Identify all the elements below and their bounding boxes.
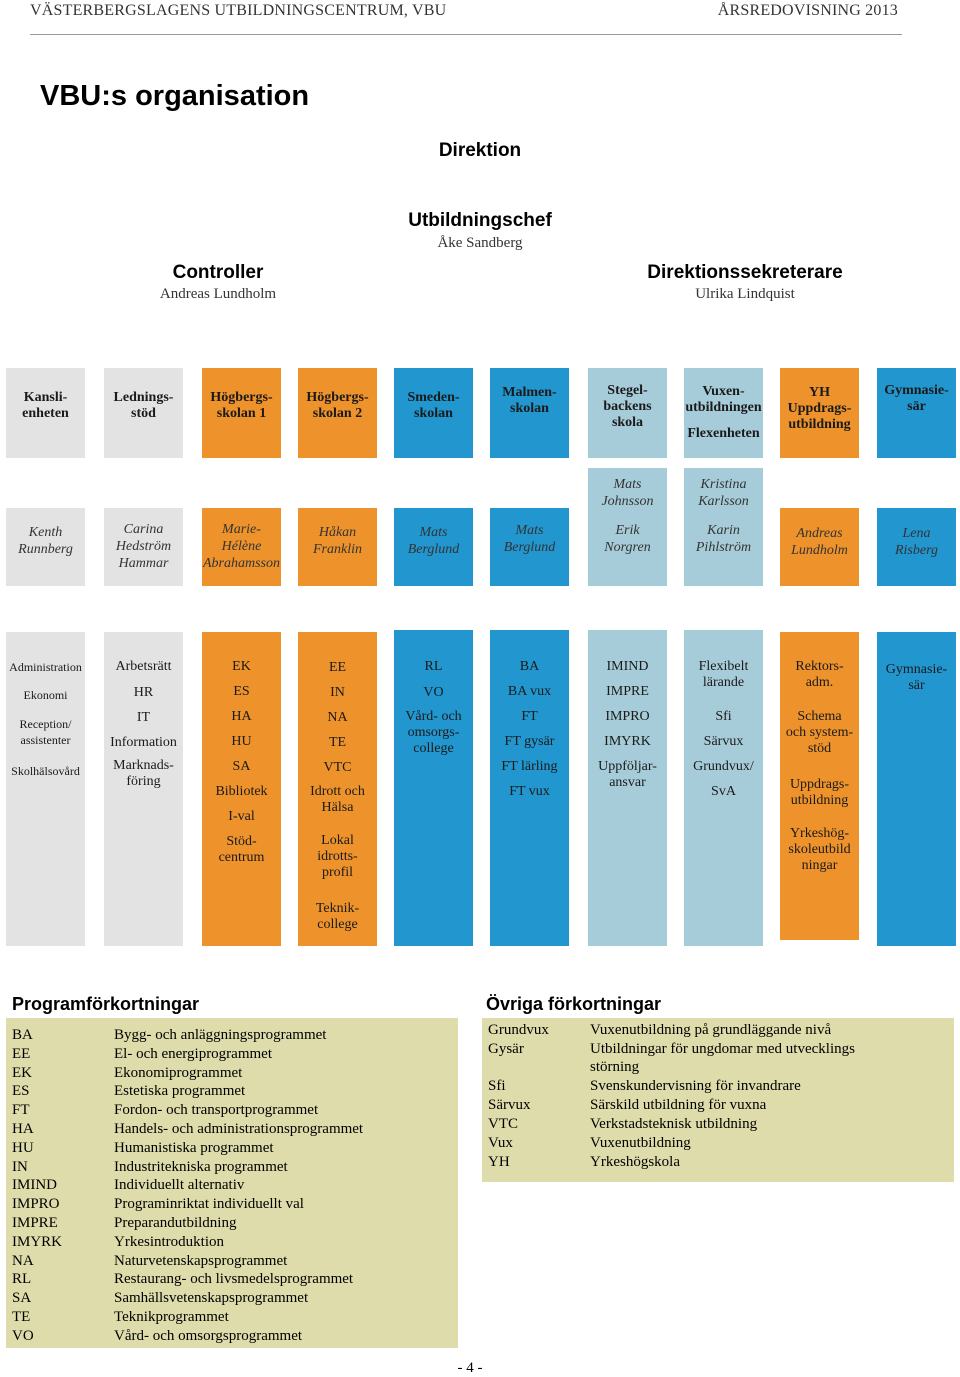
legend-description: Naturvetenskapsprogrammet xyxy=(114,1252,288,1269)
legend-abbr: Sfi xyxy=(488,1078,506,1095)
program-item: Skolhälsovård xyxy=(11,764,80,778)
person-box-6 xyxy=(588,468,667,586)
legend-description: Vuxenutbildning xyxy=(590,1134,691,1151)
program-item: Marknads- föring xyxy=(113,758,174,789)
legend-description: Svenskundervisning för invandrare xyxy=(590,1078,801,1095)
program-legend xyxy=(6,1018,458,1348)
program-item: EE xyxy=(328,660,347,675)
person-box-8 xyxy=(780,508,859,586)
programs-box-1 xyxy=(104,632,183,946)
program-item: IT xyxy=(136,710,151,725)
program-item: HA xyxy=(231,709,252,724)
program-item: TE xyxy=(328,735,347,750)
programs-box-0 xyxy=(6,632,85,946)
program-item: Flexibelt lärande xyxy=(698,659,749,690)
program-item: Uppföljar- ansvar xyxy=(598,759,657,790)
program-item: IMPRE xyxy=(606,684,649,699)
program-item: Sfi xyxy=(715,709,732,724)
unit-box-2 xyxy=(202,368,281,458)
person-box-4 xyxy=(394,508,473,586)
program-item: Gymnasie- sär xyxy=(885,662,948,693)
unit-label: YH Uppdrags- utbildning xyxy=(787,385,852,432)
program-item: HR xyxy=(133,685,154,700)
direktionssekreterare-title: Direktionssekreterare xyxy=(647,262,843,283)
unit-box-9 xyxy=(877,368,956,458)
unit-box-6 xyxy=(588,368,667,458)
legend-abbr: Gysär xyxy=(488,1040,524,1057)
program-item: VO xyxy=(423,685,444,700)
unit-manager-name: Kenth Runnberg xyxy=(18,525,73,557)
unit-box-5 xyxy=(490,368,569,458)
unit-box-8 xyxy=(780,368,859,458)
person-box-7 xyxy=(684,468,763,586)
program-legend-title: Programförkortningar xyxy=(12,994,200,1014)
legend-description: Humanistiska programmet xyxy=(114,1139,274,1156)
unit-deputy-name: Mats Johnsson xyxy=(601,477,654,509)
program-item: BA xyxy=(519,659,540,674)
unit-box-0 xyxy=(6,368,85,458)
legend-description: Verkstadsteknisk utbildning xyxy=(590,1116,758,1132)
program-item: I-val xyxy=(228,809,255,824)
person-box-9 xyxy=(877,508,956,586)
legend-abbr: FT xyxy=(12,1102,30,1119)
unit-deputy-name: Kristina Karlsson xyxy=(698,477,749,509)
other-legend xyxy=(482,1018,954,1182)
unit-label: Malmen- skolan xyxy=(502,385,557,416)
legend-abbr: YH xyxy=(488,1153,510,1170)
program-item: IN xyxy=(330,685,345,700)
unit-manager-name: Erik Norgren xyxy=(604,523,651,555)
unit-label: Smeden- skolan xyxy=(407,390,460,421)
legend-abbr: VTC xyxy=(488,1116,518,1132)
legend-description: Bygg- och anläggningsprogrammet xyxy=(114,1027,327,1043)
controller-title: Controller xyxy=(172,262,264,283)
program-item: Administration xyxy=(9,660,82,674)
legend-abbr: HU xyxy=(12,1139,34,1156)
programs-box-6 xyxy=(588,630,667,946)
page-number: - 4 - xyxy=(457,1360,483,1376)
legend-abbr: Särvux xyxy=(488,1097,531,1114)
program-item: Bibliotek xyxy=(215,784,268,799)
program-item: Uppdrags- utbildning xyxy=(789,777,850,808)
unit-box-4 xyxy=(394,368,473,458)
program-item: Teknik- college xyxy=(315,901,360,932)
program-item: Särvux xyxy=(703,734,744,749)
unit-manager-name: Andreas Lundholm xyxy=(791,526,848,558)
legend-description: Preparandutbildning xyxy=(114,1215,237,1231)
utbildningschef-title: Utbildningschef xyxy=(408,210,552,231)
legend-description: El- och energiprogrammet xyxy=(114,1045,272,1062)
program-item: EK xyxy=(232,659,251,674)
legend-abbr: EE xyxy=(12,1045,31,1062)
unit-box-7 xyxy=(684,368,763,458)
legend-description: Vård- och omsorgsprogrammet xyxy=(114,1327,303,1344)
legend-abbr: IMPRO xyxy=(12,1196,60,1213)
legend-abbr: IN xyxy=(12,1158,28,1175)
legend-description: Handels- och administrationsprogrammet xyxy=(114,1121,364,1137)
program-item: IMYRK xyxy=(604,734,651,749)
legend-abbr: HA xyxy=(12,1121,34,1137)
legend-description: Programinriktat individuellt val xyxy=(114,1196,304,1213)
other-legend-title: Övriga förkortningar xyxy=(486,994,662,1014)
program-item: ES xyxy=(233,684,250,699)
utbildningschef-name: Åke Sandberg xyxy=(437,235,523,251)
programs-box-7 xyxy=(684,630,763,946)
programs-box-9 xyxy=(877,632,956,946)
program-item: FT vux xyxy=(509,784,550,799)
program-item: FT xyxy=(521,709,538,724)
unit-label: Kansli- enheten xyxy=(22,390,69,421)
unit-manager-name: Karin Pihlström xyxy=(695,523,752,555)
header-left: VÄSTERBERGSLAGENS UTBILDNINGSCENTRUM, VBU xyxy=(30,2,447,19)
program-item: Yrkeshög- skoleutbild ningar xyxy=(788,826,851,873)
program-item: HU xyxy=(231,734,252,749)
program-item: Vård- och omsorgs- college xyxy=(405,709,462,756)
direktionssekreterare-name: Ulrika Lindquist xyxy=(695,286,795,302)
unit-manager-name: Håkan Franklin xyxy=(313,525,362,557)
page-title: VBU:s organisation xyxy=(40,80,310,112)
programs-box-5 xyxy=(490,630,569,946)
legend-abbr: Grundvux xyxy=(488,1022,549,1038)
controller-name: Andreas Lundholm xyxy=(159,286,277,302)
program-item: Information xyxy=(110,735,177,750)
unit-label: Högbergs- skolan 2 xyxy=(306,390,369,421)
program-item: Stöd- centrum xyxy=(218,834,265,865)
legend-abbr: Vux xyxy=(488,1134,513,1151)
unit-manager-name: Mats Berglund xyxy=(503,523,556,555)
legend-abbr: IMPRE xyxy=(12,1215,58,1231)
legend-description: Yrkeshögskola xyxy=(590,1153,680,1170)
program-item: Lokal idrotts- profil xyxy=(317,833,358,880)
program-item: NA xyxy=(327,710,348,725)
program-item: FT lärling xyxy=(501,759,558,774)
person-box-0 xyxy=(6,508,85,586)
programs-box-4 xyxy=(394,630,473,946)
legend-description: Teknikprogrammet xyxy=(114,1309,229,1325)
programs-box-8 xyxy=(780,632,859,940)
unit-manager-name: Mats Berglund xyxy=(407,525,460,557)
unit-manager-name: Carina Hedström Hammar xyxy=(115,522,172,571)
legend-abbr: RL xyxy=(12,1271,32,1288)
unit-manager-name: Lena Risberg xyxy=(894,526,939,558)
program-item: SvA xyxy=(711,784,736,799)
legend-abbr: ES xyxy=(12,1083,30,1100)
header-right: ÅRSREDOVISNING 2013 xyxy=(717,2,898,19)
program-item: SA xyxy=(232,759,251,774)
legend-abbr: BA xyxy=(12,1027,33,1043)
program-item: Grundvux/ xyxy=(693,759,754,774)
legend-description: Särskild utbildning för vuxna xyxy=(590,1097,767,1114)
program-item: FT gysär xyxy=(504,734,555,749)
program-item: Schema och system- stöd xyxy=(785,709,854,756)
person-box-2 xyxy=(202,508,281,586)
header-divider xyxy=(30,34,902,35)
person-box-1 xyxy=(104,508,183,586)
unit-label: Gymnasie- sär xyxy=(884,383,949,414)
legend-description: Ekonomiprogrammet xyxy=(114,1064,243,1081)
legend-abbr: SA xyxy=(12,1290,32,1307)
legend-description: Industritekniska programmet xyxy=(114,1158,288,1175)
unit-label: Lednings- stöd xyxy=(113,390,174,421)
legend-description: Utbildningar för ungdomar med utvecklings störning xyxy=(590,1040,855,1075)
program-item: Rektors- adm. xyxy=(795,659,844,690)
legend-abbr: NA xyxy=(12,1252,34,1269)
program-item: Idrott och Hälsa xyxy=(310,784,365,815)
unit-label: Högbergs- skolan 1 xyxy=(210,390,273,421)
legend-description: Yrkesintroduktion xyxy=(114,1233,224,1250)
person-box-3 xyxy=(298,508,377,586)
programs-box-3 xyxy=(298,632,377,946)
program-item: Ekonomi xyxy=(23,688,68,702)
direktion-label: Direktion xyxy=(438,140,522,161)
unit-label: Vuxen- utbildningen xyxy=(685,384,762,415)
program-item: BA vux xyxy=(507,684,552,699)
program-item: RL xyxy=(424,659,443,674)
legend-abbr: VO xyxy=(12,1327,34,1344)
legend-abbr: TE xyxy=(12,1309,31,1325)
program-item: VTC xyxy=(323,760,352,775)
legend-description: Estetiska programmet xyxy=(114,1083,246,1100)
programs-box-2 xyxy=(202,632,281,946)
legend-description: Samhällsvetenskapsprogrammet xyxy=(114,1290,309,1307)
program-item: Reception/ assistenter xyxy=(19,717,72,747)
program-item: IMPRO xyxy=(605,709,650,724)
legend-description: Individuellt alternativ xyxy=(114,1177,245,1194)
legend-description: Restaurang- och livsmedelsprogrammet xyxy=(114,1271,354,1288)
unit-box-3 xyxy=(298,368,377,458)
unit-label: Stegel- backens skola xyxy=(603,383,652,430)
person-box-5 xyxy=(490,508,569,586)
legend-abbr: EK xyxy=(12,1064,32,1081)
legend-description: Vuxenutbildning på grundläggande nivå xyxy=(590,1022,832,1038)
program-item: Arbetsrätt xyxy=(115,659,172,674)
legend-abbr: IMYRK xyxy=(12,1233,63,1250)
unit-box-1 xyxy=(104,368,183,458)
program-item: IMIND xyxy=(606,659,649,674)
unit-manager-name: Marie- Hélène Abrahamsson xyxy=(202,522,280,571)
legend-abbr: IMIND xyxy=(12,1177,57,1194)
unit-label-secondary: Flexenheten xyxy=(687,426,760,441)
legend-description: Fordon- och transportprogrammet xyxy=(114,1102,319,1119)
